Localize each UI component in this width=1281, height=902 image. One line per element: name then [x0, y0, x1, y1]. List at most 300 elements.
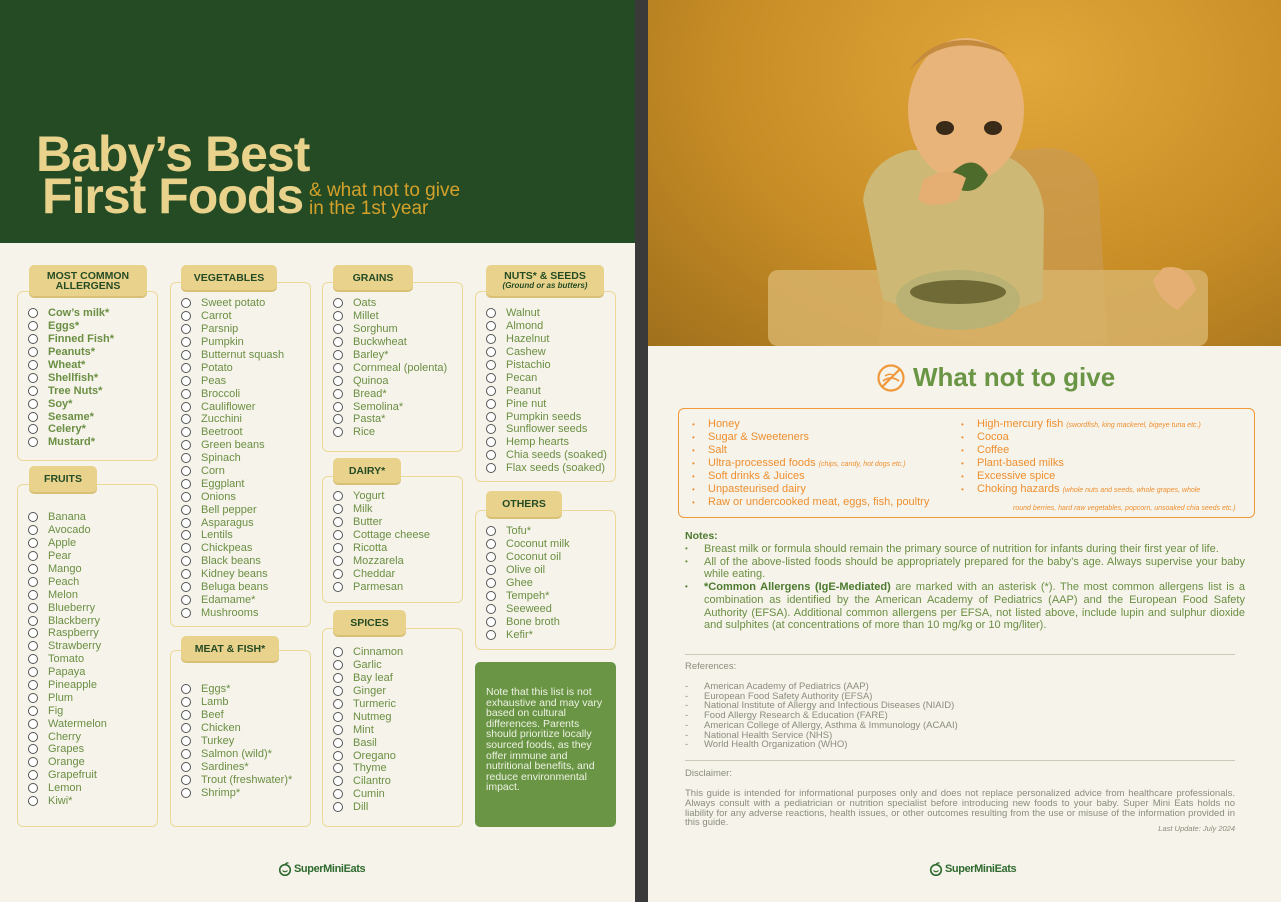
checklist-item[interactable] — [181, 336, 284, 349]
checkbox[interactable] — [333, 776, 343, 786]
food-label: Mango — [48, 563, 82, 575]
checklist-item[interactable] — [181, 747, 292, 760]
checklist-item[interactable] — [181, 581, 284, 594]
checklist-item[interactable] — [28, 588, 107, 601]
avoid-label: Honey — [708, 418, 740, 430]
checkbox[interactable] — [486, 463, 496, 473]
checklist-item[interactable] — [28, 307, 114, 320]
checkbox[interactable] — [181, 749, 191, 759]
checkbox[interactable] — [486, 630, 496, 640]
checklist-item[interactable] — [181, 542, 284, 555]
checkbox[interactable] — [181, 324, 191, 334]
checklist-item[interactable] — [181, 439, 284, 452]
checkbox[interactable] — [28, 680, 38, 690]
checklist-item[interactable] — [333, 801, 403, 814]
checkbox[interactable] — [333, 789, 343, 799]
checklist-item[interactable] — [28, 384, 114, 397]
checkbox[interactable] — [28, 424, 38, 434]
checkbox[interactable] — [486, 347, 496, 357]
food-label: Peas — [201, 374, 227, 387]
checkbox[interactable] — [486, 412, 496, 422]
checkbox[interactable] — [333, 504, 343, 514]
checklist-item[interactable] — [28, 601, 107, 614]
bullet: • — [961, 433, 964, 442]
checklist-item[interactable] — [333, 529, 430, 542]
checklist-item[interactable] — [181, 297, 284, 310]
checklist-item[interactable] — [181, 503, 284, 516]
food-label: Quinoa — [353, 374, 389, 387]
checkbox[interactable] — [28, 399, 38, 409]
checkbox[interactable] — [28, 386, 38, 396]
note-item: • Breast milk or formula should remain the primary source of nutrition for infants during their first year of life. — [685, 543, 1219, 555]
food-label: Oregano — [353, 749, 396, 762]
food-label: Cottage cheese — [353, 529, 431, 542]
checkbox[interactable] — [333, 491, 343, 501]
checkbox[interactable] — [333, 673, 343, 683]
checkbox[interactable] — [333, 647, 343, 657]
checklist-item[interactable] — [28, 666, 107, 679]
checklist-item[interactable] — [333, 490, 430, 503]
checkbox[interactable] — [333, 660, 343, 670]
apple-logo-icon — [929, 862, 943, 876]
food-label: Bread* — [353, 387, 387, 400]
avoid-item — [689, 483, 929, 496]
checkbox[interactable] — [28, 719, 38, 729]
checklist-item[interactable] — [181, 773, 292, 786]
checkbox[interactable] — [181, 363, 191, 373]
checkbox[interactable] — [28, 412, 38, 422]
checkbox[interactable] — [28, 321, 38, 331]
note-item: • *Common Allergens (IgE-Mediated) are marked with an asterisk (*). The most common allergens list is a combination as identified by the American Academy of Pediatrics (AAP) and the European Food Safety Authority (EFSA). Additional common allergens per EFSA, not listed above, include lupin and sulphur dioxide and sulphites (at concentrations of more than 10 mg/kg or 10 mg/liter). — [685, 581, 1245, 632]
checkbox[interactable] — [181, 608, 191, 618]
checkbox[interactable] — [333, 699, 343, 709]
checkbox[interactable] — [333, 337, 343, 347]
checklist-item[interactable] — [333, 361, 447, 374]
checklist-item[interactable] — [181, 361, 284, 374]
checklist-item[interactable] — [333, 580, 430, 593]
logo-text: SuperMiniEats — [945, 863, 1017, 875]
nuts-subtitle: (Ground or as butters) — [502, 280, 588, 290]
checkbox[interactable] — [28, 437, 38, 447]
checklist-item[interactable] — [181, 760, 292, 773]
checklist-item[interactable] — [181, 529, 284, 542]
checklist-item[interactable] — [333, 723, 403, 736]
checkbox[interactable] — [333, 751, 343, 761]
checkbox[interactable] — [333, 582, 343, 592]
checkbox[interactable] — [333, 311, 343, 321]
checkbox[interactable] — [486, 437, 496, 447]
checklist-item[interactable] — [486, 436, 607, 449]
food-label: Peach — [48, 575, 80, 588]
checklist-item[interactable] — [28, 563, 107, 576]
checkbox[interactable] — [181, 775, 191, 785]
checklist-item[interactable] — [28, 397, 114, 410]
checklist-item[interactable] — [333, 659, 403, 672]
checkbox[interactable] — [333, 543, 343, 553]
checklist-item[interactable] — [28, 704, 107, 717]
vegetables-tab: VEGETABLES — [181, 265, 277, 290]
checklist-item[interactable] — [181, 465, 284, 478]
checkbox[interactable] — [333, 712, 343, 722]
checklist-item[interactable] — [28, 436, 114, 449]
checkbox[interactable] — [181, 440, 191, 450]
checklist-item[interactable] — [181, 490, 284, 503]
food-label: Millet — [353, 310, 379, 323]
checklist-item[interactable] — [333, 413, 447, 426]
checkbox[interactable] — [28, 334, 38, 344]
food-label: Lemon — [48, 782, 82, 795]
checkbox[interactable] — [181, 556, 191, 566]
checklist-item[interactable] — [486, 384, 607, 397]
checklist-item[interactable] — [486, 564, 570, 577]
checkbox[interactable] — [181, 710, 191, 720]
avoid-box — [678, 408, 1255, 518]
checkbox[interactable] — [181, 389, 191, 399]
food-label: Eggplant — [201, 477, 245, 490]
checkbox[interactable] — [28, 373, 38, 383]
checklist-item[interactable] — [181, 400, 284, 413]
checkbox[interactable] — [486, 591, 496, 601]
nuts-title: NUTS* & SEEDS — [504, 269, 586, 282]
checklist-item[interactable] — [181, 735, 292, 748]
checkbox[interactable] — [333, 363, 343, 373]
checkbox[interactable] — [333, 725, 343, 735]
checklist-item[interactable] — [333, 775, 403, 788]
checklist-item[interactable] — [181, 683, 292, 696]
checkbox[interactable] — [28, 525, 38, 535]
checkbox[interactable] — [333, 556, 343, 566]
checklist-item[interactable] — [333, 374, 447, 387]
checklist-item[interactable] — [486, 423, 607, 436]
checkbox[interactable] — [486, 578, 496, 588]
checkbox[interactable] — [486, 539, 496, 549]
checkbox[interactable] — [28, 512, 38, 522]
checklist-item[interactable] — [333, 516, 430, 529]
checkbox[interactable] — [333, 686, 343, 696]
checklist-item[interactable] — [486, 346, 607, 359]
checkbox[interactable] — [181, 569, 191, 579]
checkbox[interactable] — [333, 324, 343, 334]
checklist-item[interactable] — [486, 320, 607, 333]
food-label: Bone broth — [506, 615, 560, 628]
food-label: Dill — [353, 801, 369, 814]
checkbox[interactable] — [333, 402, 343, 412]
checklist-item[interactable] — [28, 550, 107, 563]
checklist-item[interactable] — [181, 310, 284, 323]
checkbox[interactable] — [486, 373, 496, 383]
checkbox[interactable] — [181, 788, 191, 798]
apple-logo-icon — [278, 862, 292, 876]
checklist-item[interactable] — [333, 698, 403, 711]
checkbox[interactable] — [28, 770, 38, 780]
checklist-item[interactable] — [333, 323, 447, 336]
checklist-item[interactable] — [181, 323, 284, 336]
checklist-item[interactable] — [486, 551, 570, 564]
food-label: Potato — [201, 361, 233, 374]
checklist-item[interactable] — [28, 795, 107, 808]
checklist-item[interactable] — [333, 542, 430, 555]
checklist-item[interactable] — [28, 679, 107, 692]
checklist-item[interactable] — [181, 568, 284, 581]
food-label: Shrimp* — [201, 786, 241, 799]
checkbox[interactable] — [28, 590, 38, 600]
checkbox[interactable] — [181, 350, 191, 360]
checklist-item[interactable] — [181, 413, 284, 426]
checklist-item[interactable] — [333, 503, 430, 516]
checkbox[interactable] — [486, 386, 496, 396]
checklist-item[interactable] — [28, 769, 107, 782]
checkbox[interactable] — [28, 551, 38, 561]
checklist-item[interactable] — [333, 736, 403, 749]
food-label: Beluga beans — [201, 581, 269, 594]
checkbox[interactable] — [181, 518, 191, 528]
checkbox[interactable] — [333, 389, 343, 399]
checklist-item[interactable] — [181, 555, 284, 568]
checklist-item[interactable] — [181, 786, 292, 799]
checklist-item[interactable] — [181, 606, 284, 619]
checkbox[interactable] — [333, 569, 343, 579]
avoid-item — [958, 431, 1201, 444]
checkbox[interactable] — [28, 757, 38, 767]
checklist-item[interactable] — [333, 310, 447, 323]
checkbox[interactable] — [333, 738, 343, 748]
avoid-item — [958, 483, 1201, 496]
checkbox[interactable] — [333, 517, 343, 527]
food-label: Lamb — [201, 696, 229, 709]
checkbox[interactable] — [28, 308, 38, 318]
checkbox[interactable] — [486, 450, 496, 460]
checklist-item[interactable] — [28, 743, 107, 756]
checklist-item[interactable] — [28, 371, 114, 384]
checkbox[interactable] — [181, 427, 191, 437]
checkbox[interactable] — [181, 466, 191, 476]
checkbox[interactable] — [333, 427, 343, 437]
bullet: • — [961, 472, 964, 481]
checkbox[interactable] — [333, 530, 343, 540]
checkbox[interactable] — [181, 376, 191, 386]
checklist-item[interactable] — [333, 672, 403, 685]
checkbox[interactable] — [181, 492, 191, 502]
checklist-item[interactable] — [486, 359, 607, 372]
checklist-item[interactable] — [181, 349, 284, 362]
checkbox[interactable] — [181, 595, 191, 605]
checkbox[interactable] — [28, 654, 38, 664]
checkbox[interactable] — [486, 552, 496, 562]
checkbox[interactable] — [28, 577, 38, 587]
checklist-item[interactable] — [486, 589, 570, 602]
checklist-item[interactable] — [181, 374, 284, 387]
checklist-item[interactable] — [181, 426, 284, 439]
checkbox[interactable] — [28, 603, 38, 613]
checklist-item[interactable] — [28, 537, 107, 550]
checkbox[interactable] — [28, 732, 38, 742]
checklist-item[interactable] — [486, 538, 570, 551]
checklist-item[interactable] — [333, 554, 430, 567]
food-label: Melon — [48, 588, 78, 601]
reference-item: - European Food Safety Authority (EFSA) — [685, 690, 873, 702]
checklist-item[interactable] — [333, 762, 403, 775]
checkbox[interactable] — [486, 424, 496, 434]
checklist-item[interactable] — [28, 511, 107, 524]
checklist-item[interactable] — [28, 614, 107, 627]
checkbox[interactable] — [28, 796, 38, 806]
checkbox[interactable] — [28, 538, 38, 548]
checklist-item[interactable] — [28, 756, 107, 769]
checkbox[interactable] — [28, 744, 38, 754]
checkbox[interactable] — [333, 802, 343, 812]
checklist-item[interactable] — [181, 477, 284, 490]
checklist-item[interactable] — [181, 516, 284, 529]
checkbox[interactable] — [333, 414, 343, 424]
checkbox[interactable] — [486, 360, 496, 370]
food-label: Chickpeas — [201, 542, 253, 555]
food-label: Cherry — [48, 730, 82, 743]
checklist-item[interactable] — [333, 749, 403, 762]
food-label: Beetroot — [201, 426, 243, 439]
checklist-item[interactable] — [181, 722, 292, 735]
checkbox[interactable] — [181, 479, 191, 489]
food-label: Pecan — [506, 371, 538, 384]
subtitle-line-2: in the 1st year — [309, 198, 429, 219]
checklist-item[interactable] — [486, 462, 607, 475]
checkbox[interactable] — [486, 308, 496, 318]
checkbox[interactable] — [28, 783, 38, 793]
reference-text: World Health Organization (WHO) — [704, 739, 848, 751]
checkbox[interactable] — [181, 582, 191, 592]
checklist-item[interactable] — [486, 628, 570, 641]
food-label: Cheddar — [353, 567, 396, 580]
checklist-item[interactable] — [486, 397, 607, 410]
checklist-item[interactable] — [28, 653, 107, 666]
note-text-2: All of the above-listed foods should be appropriately prepared for the baby’s age. Always supervise your baby while eating. — [704, 555, 1245, 581]
checklist-item[interactable] — [28, 575, 107, 588]
food-label: Bell pepper — [201, 503, 257, 516]
checkbox[interactable] — [28, 564, 38, 574]
checkbox[interactable] — [28, 628, 38, 638]
checklist-item[interactable] — [28, 410, 114, 423]
checkbox[interactable] — [333, 298, 343, 308]
checklist-item[interactable] — [28, 640, 107, 653]
checklist-item[interactable] — [28, 524, 107, 537]
checklist-item[interactable] — [333, 710, 403, 723]
checklist-item[interactable] — [333, 567, 430, 580]
checklist-item[interactable] — [181, 709, 292, 722]
food-label: Walnut — [506, 307, 540, 320]
bullet: • — [692, 498, 695, 507]
food-label: Turkey — [201, 735, 235, 747]
vegetables-list — [181, 297, 284, 619]
checkbox[interactable] — [28, 706, 38, 716]
checkbox[interactable] — [181, 453, 191, 463]
checklist-item[interactable] — [333, 297, 447, 310]
checkbox[interactable] — [181, 723, 191, 733]
checklist-item[interactable] — [333, 788, 403, 801]
checklist-item[interactable] — [486, 371, 607, 384]
checkbox[interactable] — [181, 762, 191, 772]
baby-eating-illustration — [648, 0, 1281, 346]
food-label: Spinach — [201, 452, 241, 465]
checklist-item[interactable] — [333, 685, 403, 698]
food-label: Blackberry — [48, 614, 100, 627]
checkbox[interactable] — [486, 321, 496, 331]
checkbox[interactable] — [181, 684, 191, 694]
checklist-item[interactable] — [486, 525, 570, 538]
checklist-item[interactable] — [28, 730, 107, 743]
checkbox[interactable] — [28, 667, 38, 677]
checkbox[interactable] — [181, 414, 191, 424]
food-label: Barley* — [353, 349, 389, 361]
checklist-item[interactable] — [486, 577, 570, 590]
checklist-item[interactable] — [486, 449, 607, 462]
checkbox[interactable] — [333, 350, 343, 360]
checkbox[interactable] — [28, 693, 38, 703]
checklist-item[interactable] — [486, 615, 570, 628]
checklist-item[interactable] — [28, 333, 114, 346]
avoid-list-left — [689, 418, 929, 509]
food-label: Kiwi* — [48, 795, 73, 808]
checkbox[interactable] — [181, 543, 191, 553]
checklist-item[interactable] — [28, 346, 114, 359]
checkbox[interactable] — [333, 763, 343, 773]
checkbox[interactable] — [486, 334, 496, 344]
checklist-item[interactable] — [486, 333, 607, 346]
checkbox[interactable] — [486, 399, 496, 409]
checklist-item[interactable] — [28, 320, 114, 333]
checklist-item[interactable] — [28, 691, 107, 704]
checklist-item[interactable] — [486, 602, 570, 615]
checklist-item[interactable] — [181, 452, 284, 465]
checklist-item[interactable] — [28, 627, 107, 640]
checkbox[interactable] — [181, 736, 191, 746]
checkbox[interactable] — [181, 337, 191, 347]
checklist-item[interactable] — [333, 400, 447, 413]
checkbox[interactable] — [28, 347, 38, 357]
checklist-item[interactable] — [333, 646, 403, 659]
checklist-item[interactable] — [181, 593, 284, 606]
food-label: Papaya — [48, 666, 86, 679]
checklist-item[interactable] — [333, 349, 447, 362]
checkbox[interactable] — [486, 617, 496, 627]
checkbox[interactable] — [28, 616, 38, 626]
checkbox[interactable] — [486, 565, 496, 575]
checkbox[interactable] — [181, 311, 191, 321]
header-banner — [0, 0, 635, 243]
checkbox[interactable] — [486, 604, 496, 614]
checklist-item[interactable] — [333, 336, 447, 349]
checkbox[interactable] — [486, 526, 496, 536]
food-label: Tomato — [48, 653, 85, 666]
checkbox[interactable] — [28, 641, 38, 651]
checkbox[interactable] — [181, 697, 191, 707]
checkbox[interactable] — [181, 298, 191, 308]
reference-item: - American Academy of Pediatrics (AAP) — [685, 681, 869, 692]
checkbox[interactable] — [181, 530, 191, 540]
checklist-item[interactable] — [28, 717, 107, 730]
checklist-item[interactable] — [28, 359, 114, 372]
checklist-item[interactable] — [181, 696, 292, 709]
checklist-item[interactable] — [28, 423, 114, 436]
checkbox[interactable] — [181, 505, 191, 515]
checkbox[interactable] — [181, 402, 191, 412]
checklist-item[interactable] — [486, 410, 607, 423]
checklist-item[interactable] — [333, 426, 447, 439]
checkbox[interactable] — [333, 376, 343, 386]
checkbox[interactable] — [28, 360, 38, 370]
checklist-item[interactable] — [486, 307, 607, 320]
checklist-item[interactable] — [333, 387, 447, 400]
checklist-item[interactable] — [181, 387, 284, 400]
checklist-item[interactable] — [28, 782, 107, 795]
